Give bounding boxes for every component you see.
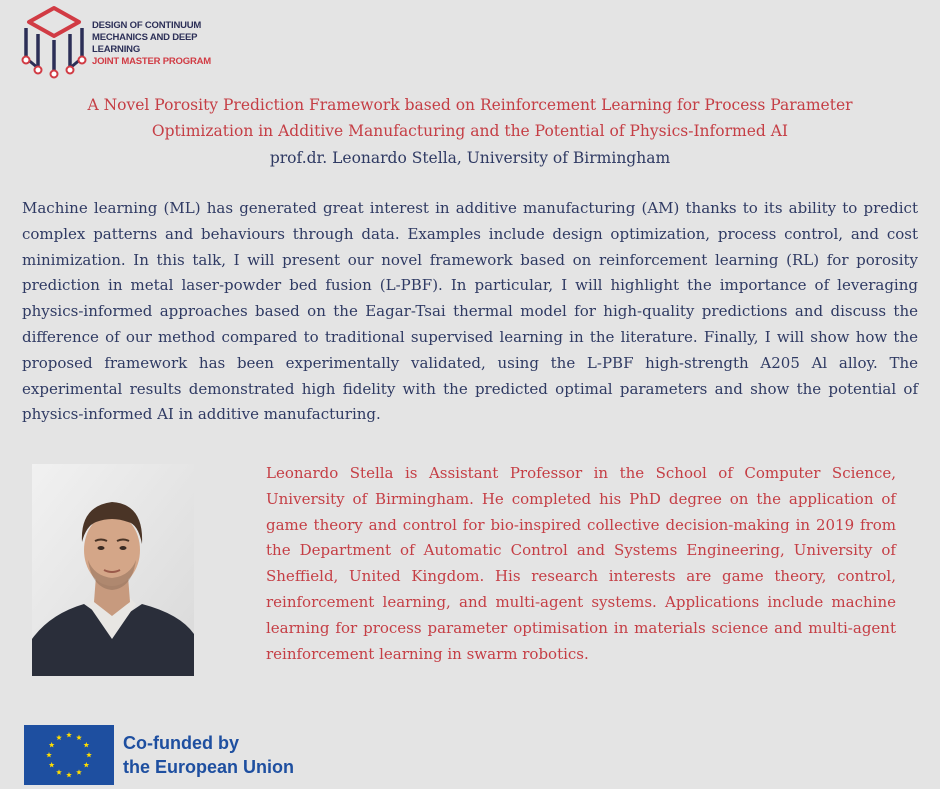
talk-title bbox=[20, 92, 920, 144]
eu-flag-icon bbox=[24, 725, 114, 785]
logo-line-3: JOINT MASTER PROGRAM bbox=[92, 56, 211, 67]
program-logo bbox=[18, 2, 218, 80]
speaker-bio: Leonardo Stella is Assistant Professor in the School of Computer Science, University of Birmingham. He completed his PhD degree on the application of game theory and control for bio-inspired collective decision-making in 2019 from the Department of Automatic Control and Systems Engineering, University of Sheffield, United Kingdom. His research interests are game theory, control, reinforcement learning, and multi-agent systems. Applications include machine learning for process parameter optimisation in materials science and multi-agent reinforcement learning in swarm robotics. bbox=[266, 464, 896, 663]
eu-line-1: Co-funded by bbox=[123, 733, 239, 753]
eu-line-2: the European Union bbox=[123, 757, 294, 777]
title-line-2: Optimization in Additive Manufacturing and the Potential of Physics-Informed AI bbox=[151, 122, 789, 140]
logo-line-2: MECHANICS AND DEEP LEARNING bbox=[92, 32, 198, 55]
speaker-line: prof.dr. Leonardo Stella, University of Birmingham bbox=[269, 149, 671, 167]
cube-circuit-logo-icon bbox=[18, 2, 90, 80]
eu-cofunded-label bbox=[123, 731, 294, 779]
speaker-photo bbox=[32, 464, 194, 676]
logo-line-1: DESIGN OF CONTINUUM bbox=[92, 20, 202, 31]
abstract-text: Machine learning (ML) has generated great interest in additive manufacturing (AM) thanks to its ability to predict complex patterns and behaviours through data. Examples include design optimization, process control, and cost minimization. In this talk, I will present our novel framework based on reinforcement learning (RL) for porosity prediction in metal laser-powder bed fusion (L-PBF). In particular, I will highlight the importance of leveraging physics-informed approaches based on the Eagar-Tsai thermal model for high-quality predictions and discuss the difference of our method compared to traditional supervised learning in the literature. Finally, I will show how the proposed framework has been experimentally validated, using the L-PBF high-strength A205 Al alloy. The experimental results demonstrated high fidelity with the predicted optimal parameters and show the potential of physics-informed AI in additive manufacturing. bbox=[22, 199, 918, 424]
title-line-1: A Novel Porosity Prediction Framework based on Reinforcement Learning for Process Parameter bbox=[87, 96, 853, 114]
